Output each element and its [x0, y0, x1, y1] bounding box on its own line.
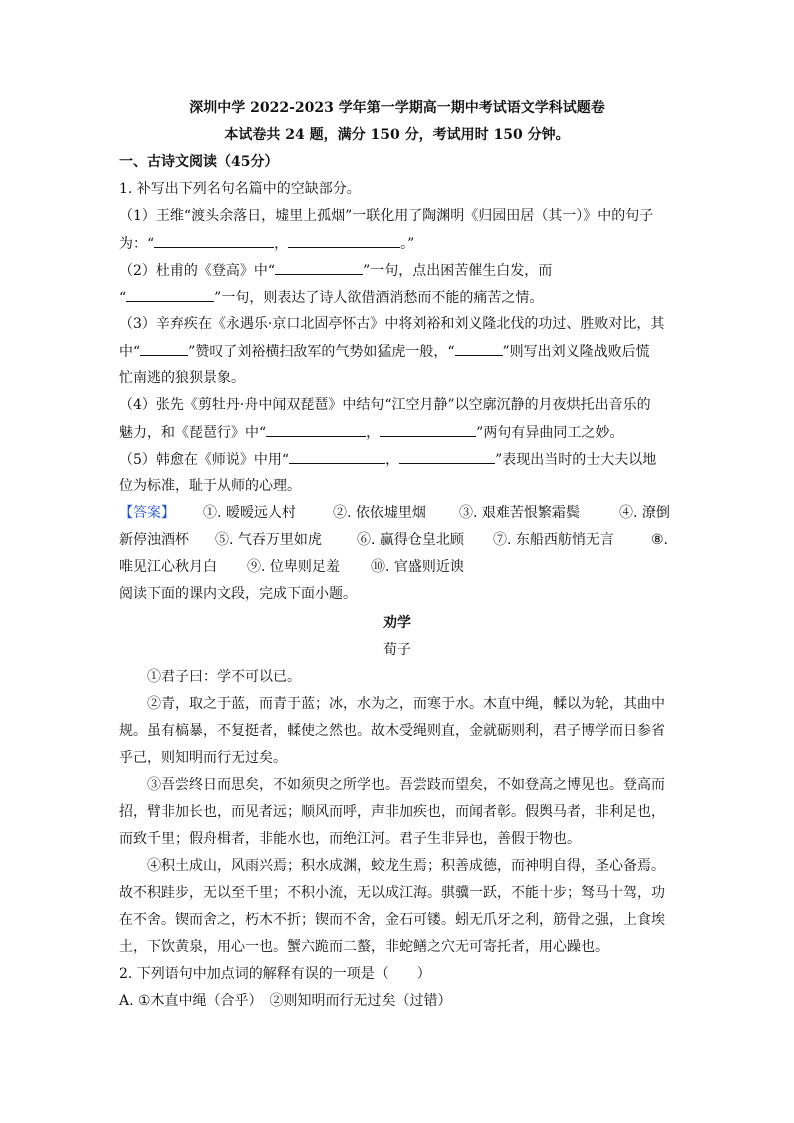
question-2-option-a: A. ①木直中绳（合乎） ②则知明而行无过矣（过错） [119, 993, 452, 1009]
exam-title: 深圳中学 2022-2023 学年第一学期高一期中考试语文学科试题卷 [189, 100, 605, 116]
q1-part3-line2 [119, 342, 650, 361]
passage-paragraph-1: ①君子曰：学不可以已。 [147, 669, 301, 685]
answer-item: ⑨. 位卑则足羞 [247, 559, 340, 575]
text: （5）韩愈在《师说》中用“ [119, 452, 290, 468]
text: 魅力，和《琵琶行》中“ [119, 425, 267, 441]
answer-blank[interactable] [266, 423, 366, 437]
passage-paragraph-4-line: 土，下饮黄泉，用心一也。蟹六跪而二螯，非蛇鳝之穴无可寄托者，用心躁也。 [119, 939, 609, 955]
answer-line-3 [119, 558, 464, 576]
answer-blank[interactable] [126, 288, 214, 302]
answer-item: ③. 艰难苦恨繁霜鬓 [459, 505, 580, 521]
q1-part4-line1: （4）张先《剪牡丹·舟中闻双琵琶》中结句“江空月静”以空廓沉静的月夜烘托出音乐的 [119, 397, 651, 413]
answer-item: ⑥. 赢得仓皇北顾 [357, 532, 464, 548]
answer-blank[interactable] [399, 450, 495, 464]
answer-item: ⑧. [651, 532, 669, 548]
reading-intro: 阅读下面的课内文段，完成下面小题。 [119, 586, 357, 602]
passage-paragraph-4-line: 故不积跬步，无以至千里；不积小流，无以成江海。骐骥一跃，不能十步；驽马十驾，功 [119, 885, 665, 901]
text: 为：“ [119, 236, 155, 252]
answer-item: ④. 潦倒 [619, 505, 670, 521]
passage-paragraph-4-line: 在不舍。锲而舍之，朽木不折；锲而不舍，金石可镂。蚓无爪牙之利，筋骨之强，上食埃 [119, 912, 665, 928]
text: ”一句，则表达了诗人欲借酒消愁而不能的痛苦之情。 [214, 290, 544, 306]
answer-blank[interactable] [275, 261, 363, 275]
passage-title: 劝学 [383, 615, 411, 631]
text: ， [366, 425, 381, 441]
q1-part4-line2 [119, 423, 623, 442]
passage-paragraph-2-line: ②青，取之于蓝，而青于蓝；冰，水为之，而寒于水。木直中绳，輮以为轮，其曲中 [147, 696, 665, 712]
answer-blank[interactable] [455, 342, 503, 356]
text: ”表现出当时的士大夫以地 [495, 452, 657, 468]
passage-paragraph-2-line: 规。虽有槁暴，不复挺者，輮使之然也。故木受绳则直，金就砺则利，君子博学而日参省 [119, 723, 665, 739]
q1-part2-line1 [119, 261, 552, 280]
text: ， [385, 452, 400, 468]
answer-label: 【答案】 [119, 505, 175, 521]
passage-paragraph-3-line: 招，臂非加长也，而见者远；顺风而呼，声非加疾也，而闻者彰。假舆马者，非利足也， [119, 804, 665, 820]
text: ， [274, 236, 289, 252]
text: ”一句，点出困苦催生白发，而 [363, 263, 553, 279]
answer-item: 新停浊酒杯 [119, 532, 189, 548]
text: “ [119, 290, 127, 306]
answer-item: ①. 暧暧远人村 [203, 505, 296, 521]
answer-item: 唯见江心秋月白 [119, 559, 217, 575]
passage-paragraph-4-line: ④积土成山，风雨兴焉；积水成渊，蛟龙生焉；积善成德，而神明自得，圣心备焉。 [147, 858, 665, 874]
answer-item: ⑦. 东船西舫悄无言 [493, 532, 614, 548]
answer-line-2 [119, 531, 675, 549]
answer-blank[interactable] [154, 234, 274, 248]
answer-item: ⑤. 气吞万里如虎 [215, 532, 322, 548]
answer-item: ⑩. 官盛则近谀 [371, 559, 464, 575]
text: 中“ [119, 344, 141, 360]
exam-subtitle: 本试卷共 24 题，满分 150 分，考试用时 150 分钟。 [224, 127, 570, 143]
q1-part3-line1: （3）辛弃疾在《永遇乐·京口北固亭怀古》中将刘裕和刘义隆北伐的功过、胜败对比，其 [119, 316, 665, 332]
q1-part2-line2 [119, 288, 543, 307]
passage-paragraph-2-line: 乎己，则知明而行无过矣。 [119, 750, 287, 766]
text: （2）杜甫的《登高》中“ [119, 263, 276, 279]
text: ”赞叹了刘裕横扫敌军的气势如猛虎一般，“ [188, 344, 455, 360]
answer-blank[interactable] [289, 450, 385, 464]
question-1-stem: 1. 补写出下列名句名篇中的空缺部分。 [119, 181, 361, 197]
q1-part1-line1: （1）王维“渡头余落日，墟里上孤烟”一联化用了陶渊明《归园田居（其一）》中的句子 [119, 208, 654, 224]
passage-author: 荀子 [383, 642, 411, 658]
q1-part5-line1 [119, 450, 656, 469]
passage-paragraph-3-line: ③吾尝终日而思矣，不如须臾之所学也。吾尝跂而望矣，不如登高之博见也。登高而 [147, 777, 665, 793]
q1-part1-line2 [119, 234, 414, 253]
text: 。” [400, 236, 415, 252]
question-2-stem: 2. 下列语句中加点词的解释有误的一项是（ ） [119, 966, 431, 982]
answer-line-1 [119, 504, 675, 522]
q1-part3-line3: 忙南逃的狼狈景象。 [119, 370, 245, 386]
answer-blank[interactable] [380, 423, 476, 437]
passage-paragraph-3-line: 而致千里；假舟楫者，非能水也，而绝江河。君子生非异也，善假于物也。 [119, 831, 581, 847]
section-heading: 一、古诗文阅读（45分） [119, 154, 279, 170]
text: ”两句有异曲同工之妙。 [476, 425, 624, 441]
answer-item: ②. 依依墟里烟 [333, 505, 426, 521]
answer-blank[interactable] [140, 342, 188, 356]
q1-part5-line2: 位为标准，耻于从师的心理。 [119, 478, 301, 494]
text: ”则写出刘义隆战败后慌 [502, 344, 650, 360]
answer-blank[interactable] [288, 234, 400, 248]
